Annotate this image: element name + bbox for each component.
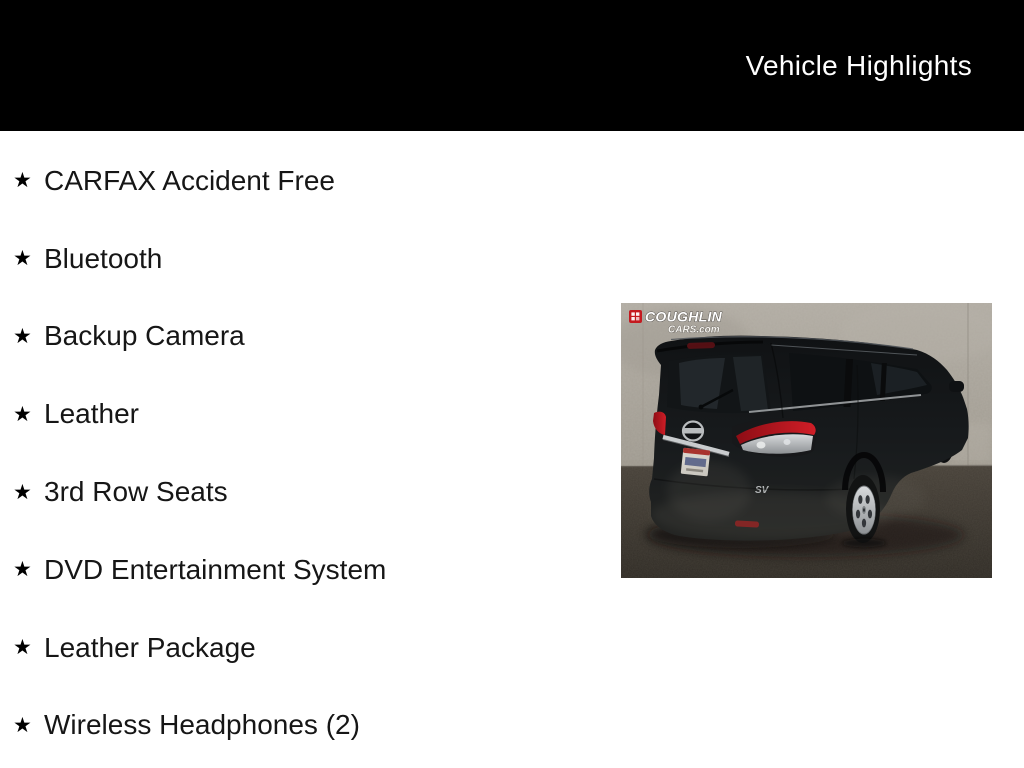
star-bullet-icon: ★ [13,480,32,504]
watermark-site: CARS.com [668,324,720,336]
list-item [13,531,386,609]
list-item [13,609,386,687]
list-item [13,142,386,220]
highlight-label: Leather Package [44,631,256,663]
nissan-badge-icon [683,422,703,441]
star-bullet-icon: ★ [13,713,32,737]
vehicle-photo-graphic [621,303,992,578]
list-item [13,687,386,765]
vehicle-photo [621,303,992,578]
dealer-logo-icon [629,310,642,323]
list-item [13,375,386,453]
star-bullet-icon: ★ [13,169,32,193]
highlight-label: Bluetooth [44,242,163,274]
list-item [13,453,386,531]
trim-badge: SV [755,485,769,496]
highlights-list [13,142,386,764]
highlight-label: 3rd Row Seats [44,476,228,508]
side-mirror [949,381,964,392]
highlight-label: DVD Entertainment System [44,553,387,585]
star-bullet-icon: ★ [13,402,32,426]
highlight-label: CARFAX Accident Free [44,164,336,196]
header-bar [0,0,1024,131]
star-bullet-icon: ★ [13,324,32,348]
highlight-label: Wireless Headphones (2) [44,709,360,741]
list-item [13,298,386,376]
highlight-label: Leather [44,398,139,430]
highlight-label: Backup Camera [44,320,245,352]
watermark-brand: COUGHLIN [645,308,723,325]
list-item [13,220,386,298]
rear-window [667,354,771,413]
star-bullet-icon: ★ [13,636,32,660]
star-bullet-icon: ★ [13,558,32,582]
star-bullet-icon: ★ [13,247,32,271]
page-title: Vehicle Highlights [745,49,972,81]
